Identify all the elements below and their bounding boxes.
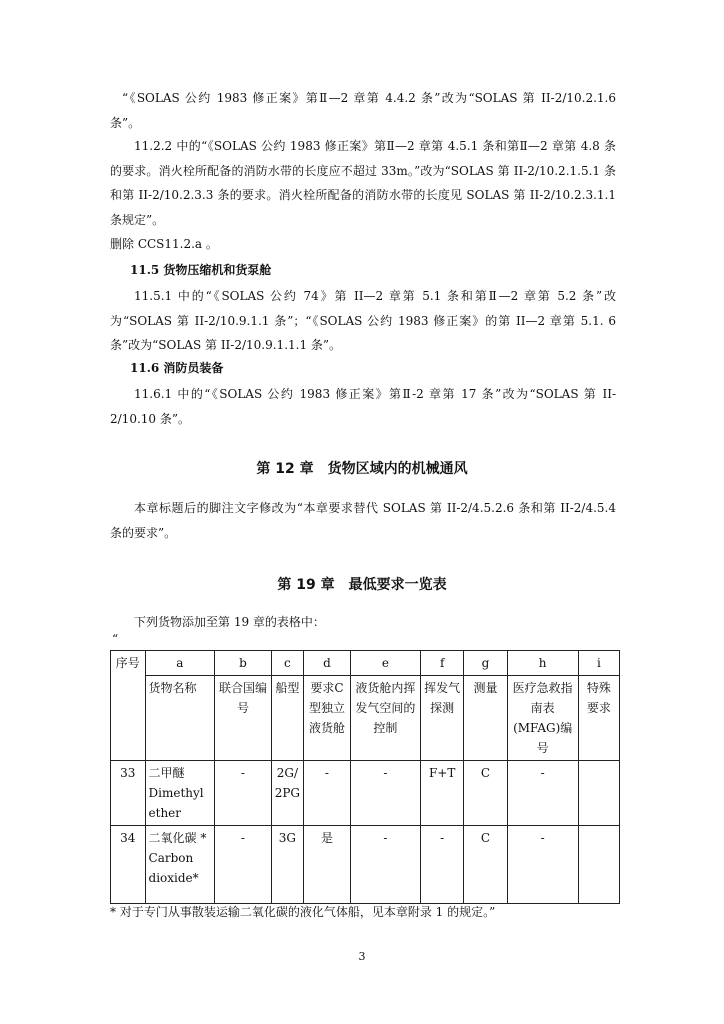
col-header: 测量 [464, 676, 507, 761]
chapter-12-title: 货物区域内的机械通风 [327, 461, 468, 477]
chapter-12-number: 第 12 章 [256, 461, 314, 477]
table-cell: - [215, 761, 272, 826]
table-cell: - [304, 761, 351, 826]
col-header: 医疗急救指南表(MFAG)编号 [507, 676, 578, 761]
paragraph-6: 本章标题后的脚注文字修改为“本章要求替代 SOLAS 第 II-2/4.5.2.6 条和第 II-2/4.5.4 条的要求”。 [110, 501, 616, 540]
table-cell: - [507, 761, 578, 826]
page-number: 3 [358, 950, 366, 963]
table-cell: - [420, 826, 464, 904]
col-letter: a [145, 651, 215, 676]
paragraph-5: 11.6.1 中的“《SOLAS 公约 1983 修正案》第Ⅱ-2 章第 17 条”改为“SOLAS 第 II-2/10.10 条”。 [110, 387, 616, 426]
table-cell: 2G/ 2PG [271, 761, 303, 826]
table-cell: C [464, 826, 507, 904]
col-letter: e [350, 651, 420, 676]
table-row [111, 826, 620, 904]
table-letter-row [111, 651, 620, 676]
col-letter: c [271, 651, 303, 676]
chapter-19-title: 最低要求一览表 [348, 577, 447, 593]
col-header: 船型 [271, 676, 303, 761]
col-letter: d [304, 651, 351, 676]
table-cell: - [215, 826, 272, 904]
cargo-table [110, 650, 620, 904]
table-cell: - [507, 826, 578, 904]
table-cell: F+T [420, 761, 464, 826]
col-header: 液货舱内挥发气空间的控制 [350, 676, 420, 761]
col-letter: g [464, 651, 507, 676]
chapter-12-heading [0, 458, 724, 478]
table-cell: 二甲醚 Dimethyl ether [145, 761, 215, 826]
table-row [111, 761, 620, 826]
col-header: 联合国编号 [215, 676, 272, 761]
col-header: 货物名称 [145, 676, 215, 761]
table-cell [578, 826, 619, 904]
paragraph-2: 11.2.2 中的“《SOLAS 公约 1983 修正案》第Ⅱ—2 章第 4.5.1 条和第Ⅱ—2 章第 4.8 条的要求。消火栓所配备的消防水带的长度应不超过 33m。”改为“SOLAS 第 II-2/10.2.1.5.1 条和第 II-2/10.2.3.3 条的要求。消火栓所配备的消防水带的长度见 SOLAS 第 II-2/10.2.3.1.1 条规定”。 [110, 139, 616, 227]
table-cell [578, 761, 619, 826]
col-letter: b [215, 651, 272, 676]
table-cell: 二氧化碳 * Carbon dioxide* [145, 826, 215, 904]
col-letter: i [578, 651, 619, 676]
chapter-19-number: 第 19 章 [277, 577, 335, 593]
paragraph-1: “《SOLAS 公约 1983 修正案》第Ⅱ—2 章第 4.4.2 条”改为“SOLAS 第 II-2/10.2.1.6 条”。 [110, 91, 616, 130]
table-cell: - [350, 761, 420, 826]
chapter-19-heading [0, 574, 724, 594]
paragraph-3: 删除 CCS11.2.a 。 [110, 237, 218, 251]
col-letter: f [420, 651, 464, 676]
paragraph-4: 11.5.1 中的“《SOLAS 公约 74》第 II—2 章第 5.1 条和第Ⅱ—2 章第 5.2 条”改为“SOLAS 第 II-2/10.9.1.1 条”；“《SOLAS 公约 1983 修正案》的第 II—2 章第 5.1. 6 条”改为“SOLAS 第 II-2/10.9.1.1.1 条”。 [110, 289, 616, 352]
section-11-6-heading: 11.6 消防员装备 [130, 361, 224, 375]
col-header: 挥发气探测 [420, 676, 464, 761]
open-quote: “ [112, 632, 119, 646]
table-cell: 3G [271, 826, 303, 904]
col-letter: h [507, 651, 578, 676]
table-cell: - [350, 826, 420, 904]
col-header-seq: 序号 [111, 651, 146, 761]
table-cell: C [464, 761, 507, 826]
table-footnote: * 对于专门从事散装运输二氧化碳的液化气体船，见本章附录 1 的规定。” [110, 905, 496, 919]
table-cell: 33 [111, 761, 146, 826]
table-cell: 34 [111, 826, 146, 904]
table-header-row [111, 676, 620, 761]
table-cell: 是 [304, 826, 351, 904]
section-11-5-heading: 11.5 货物压缩机和货泵舱 [130, 263, 272, 277]
col-header: 要求C型独立液货舱 [304, 676, 351, 761]
col-header: 特殊要求 [578, 676, 619, 761]
paragraph-7: 下列货物添加至第 19 章的表格中： [134, 615, 325, 629]
